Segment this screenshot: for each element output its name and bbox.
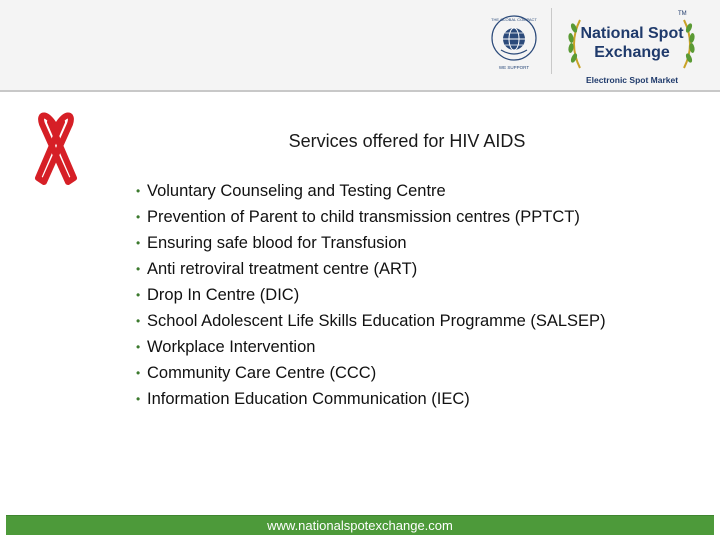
list-item — [136, 309, 606, 335]
list-item — [136, 179, 606, 205]
list-item-text: Prevention of Parent to child transmission centres (PPTCT) — [147, 208, 580, 226]
services-list — [136, 179, 606, 413]
list-item-text: Voluntary Counseling and Testing Centre — [147, 182, 446, 200]
global-compact-logo — [488, 12, 540, 74]
bullet-icon: • — [136, 262, 141, 276]
list-item — [136, 335, 606, 361]
nse-logo-line1: National Spot — [580, 25, 684, 42]
red-ribbon-icon — [30, 108, 82, 188]
page-title: Services offered for HIV AIDS — [288, 131, 526, 151]
bullet-icon: • — [136, 184, 141, 198]
global-compact-logo-text: THE GLOBAL COMPACT — [491, 17, 537, 22]
list-item — [136, 387, 606, 413]
bullet-icon: • — [136, 236, 141, 250]
global-compact-logo-subtext: WE SUPPORT — [498, 65, 530, 70]
nse-logo-tm: TM — [678, 11, 687, 17]
nse-logo-tagline: Electronic Spot Market — [585, 75, 679, 85]
footer-bar — [6, 515, 714, 535]
list-item-text: Drop In Centre (DIC) — [147, 286, 300, 304]
list-item — [136, 231, 606, 257]
list-item — [136, 283, 606, 309]
nse-logo — [566, 6, 696, 86]
bullet-icon: • — [136, 314, 141, 328]
list-item-text: Ensuring safe blood for Transfusion — [147, 234, 407, 252]
header-divider — [551, 8, 552, 74]
list-item — [136, 257, 606, 283]
list-item-text: Workplace Intervention — [147, 338, 316, 356]
bullet-icon: • — [136, 210, 141, 224]
bullet-icon: • — [136, 288, 141, 302]
bullet-icon: • — [136, 340, 141, 354]
list-item — [136, 205, 606, 231]
list-item — [136, 361, 606, 387]
bullet-icon: • — [136, 366, 141, 380]
list-item-text: School Adolescent Life Skills Education Programme (SALSEP) — [147, 312, 606, 330]
nse-logo-line2: Exchange — [594, 44, 670, 61]
bullet-icon: • — [136, 392, 141, 406]
list-item-text: Anti retroviral treatment centre (ART) — [147, 260, 418, 278]
list-item-text: Community Care Centre (CCC) — [147, 364, 377, 382]
list-item-text: Information Education Communication (IEC) — [147, 390, 470, 408]
header-bar — [0, 0, 720, 92]
footer-website-link[interactable]: www.nationalspotexchange.com — [267, 518, 453, 533]
